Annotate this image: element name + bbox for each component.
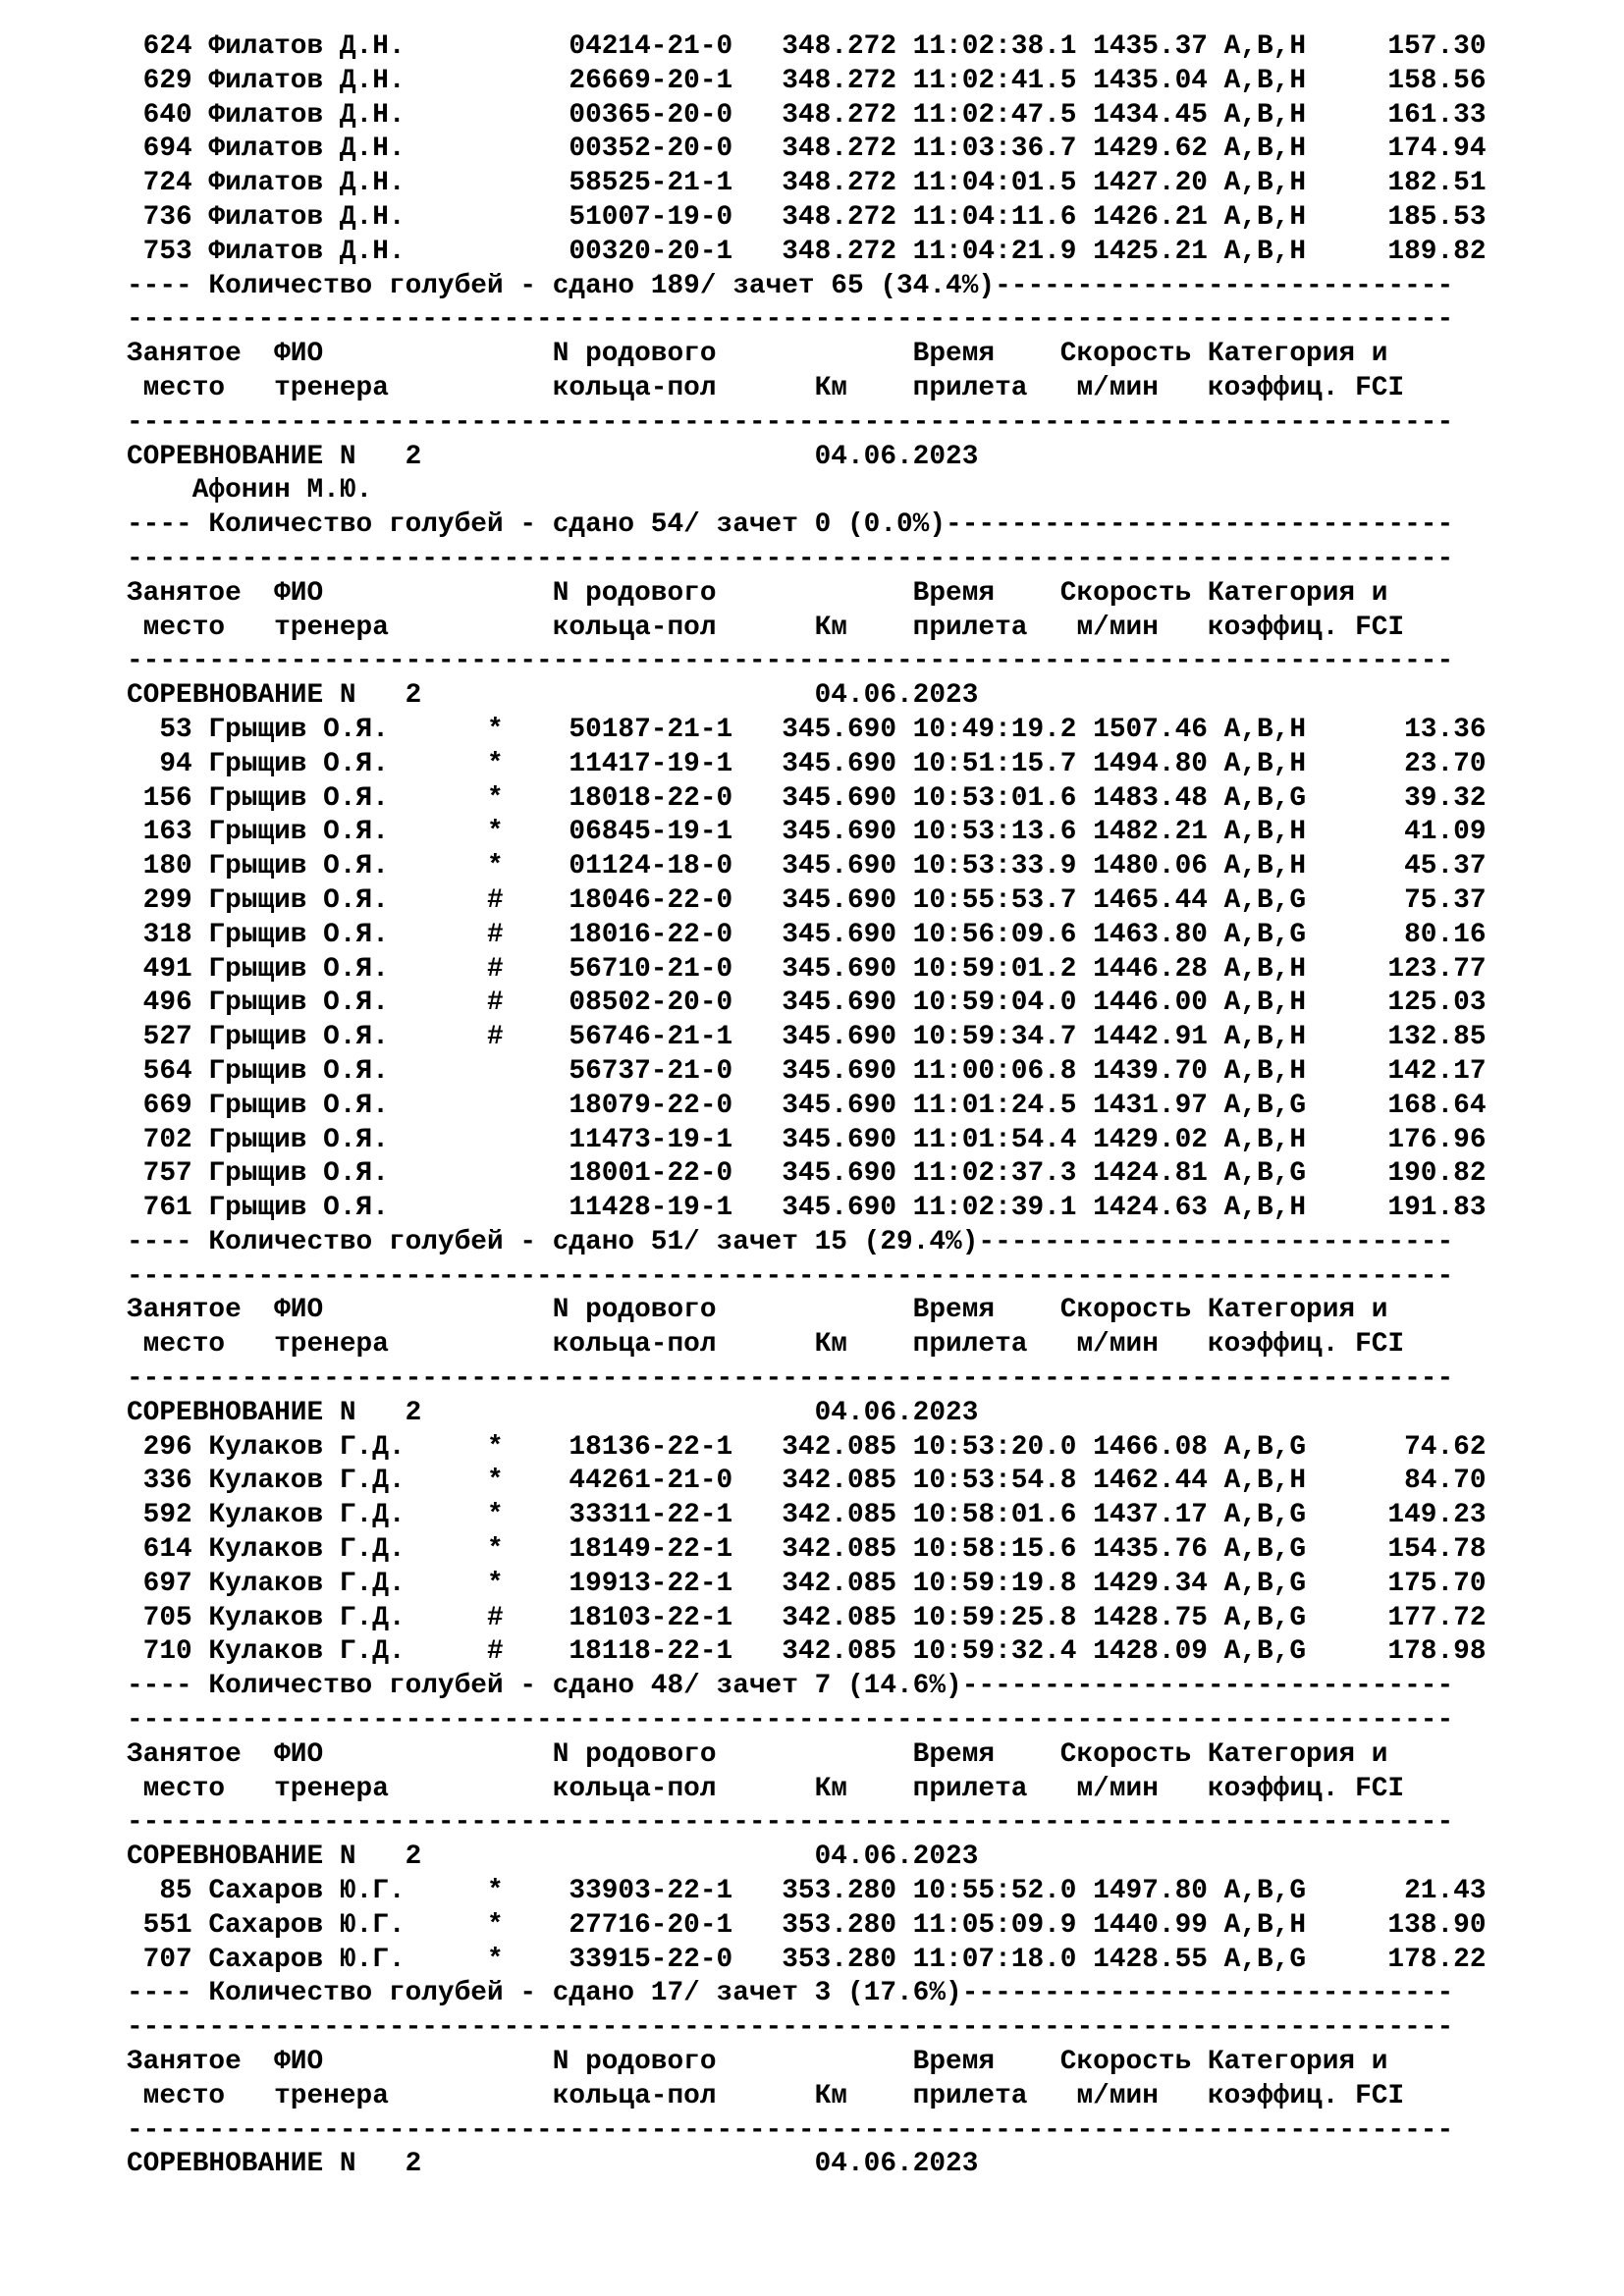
- result-row: 629 Филатов Д.Н. 26669-20-1 348.272 11:02:41.5 1435.04 A,B,H 158.56: [127, 65, 1487, 96]
- result-row: 592 Кулаков Г.Д. * 33311-22-1 342.085 10:58:01.6 1437.17 A,B,G 149.23: [127, 1500, 1487, 1531]
- column-header: Занятое ФИО N родового Время Скорость Категория и: [127, 1295, 1388, 1326]
- result-row: 551 Сахаров Ю.Г. * 27716-20-1 353.280 11:05:09.9 1440.99 A,B,H 138.90: [127, 1909, 1487, 1941]
- competition-header: СОРЕВНОВАНИЕ N 2 04.06.2023: [127, 1842, 979, 1873]
- separator-line: ---------------------------------------------------------------------------------: [127, 646, 1454, 677]
- result-row: 697 Кулаков Г.Д. * 19913-22-1 342.085 10:59:19.8 1429.34 A,B,G 175.70: [127, 1568, 1487, 1599]
- competition-header: СОРЕВНОВАНИЕ N 2 04.06.2023: [127, 2149, 979, 2180]
- column-header: Занятое ФИО N родового Время Скорость Категория и: [127, 2047, 1388, 2078]
- result-row: 496 Грыщив О.Я. # 08502-20-0 345.690 10:59:04.0 1446.00 A,B,H 125.03: [127, 988, 1487, 1019]
- result-row: 736 Филатов Д.Н. 51007-19-0 348.272 11:04:11.6 1426.21 A,B,H 185.53: [127, 201, 1487, 233]
- result-row: 180 Грыщив О.Я. * 01124-18-0 345.690 10:53:33.9 1480.06 A,B,H 45.37: [127, 851, 1487, 882]
- result-row: 85 Сахаров Ю.Г. * 33903-22-1 353.280 10:55:52.0 1497.80 A,B,G 21.43: [127, 1876, 1487, 1907]
- column-header: место тренера кольца-пол Км прилета м/мин коэффиц. FCI: [127, 1329, 1405, 1361]
- separator-line: ---------------------------------------------------------------------------------: [127, 1260, 1454, 1292]
- result-row: 156 Грыщив О.Я. * 18018-22-0 345.690 10:53:01.6 1483.48 A,B,G 39.32: [127, 782, 1487, 814]
- result-row: 94 Грыщив О.Я. * 11417-19-1 345.690 10:51:15.7 1494.80 A,B,H 23.70: [127, 748, 1487, 779]
- result-row: 564 Грыщив О.Я. 56737-21-0 345.690 11:00:06.8 1439.70 A,B,H 142.17: [127, 1055, 1487, 1087]
- result-row: 669 Грыщив О.Я. 18079-22-0 345.690 11:01:24.5 1431.97 A,B,G 168.64: [127, 1090, 1487, 1121]
- result-row: 707 Сахаров Ю.Г. * 33915-22-0 353.280 11:07:18.0 1428.55 A,B,G 178.22: [127, 1944, 1487, 1975]
- column-header: Занятое ФИО N родового Время Скорость Категория и: [127, 339, 1388, 370]
- separator-line: ---------------------------------------------------------------------------------: [127, 406, 1454, 438]
- result-row: 705 Кулаков Г.Д. # 18103-22-1 342.085 10:59:25.8 1428.75 A,B,G 177.72: [127, 1602, 1487, 1633]
- result-row: 163 Грыщив О.Я. * 06845-19-1 345.690 10:53:13.6 1482.21 A,B,H 41.09: [127, 817, 1487, 848]
- result-row: 318 Грыщив О.Я. # 18016-22-0 345.690 10:56:09.6 1463.80 A,B,G 80.16: [127, 919, 1487, 950]
- result-row: 53 Грыщив О.Я. * 50187-21-1 345.690 10:49:19.2 1507.46 A,B,H 13.36: [127, 714, 1487, 745]
- results-printout: [127, 30, 1487, 2182]
- separator-line: ---------------------------------------------------------------------------------: [127, 1705, 1454, 1736]
- result-row: 710 Кулаков Г.Д. # 18118-22-1 342.085 10:59:32.4 1428.09 A,B,G 178.98: [127, 1636, 1487, 1668]
- column-header: место тренера кольца-пол Км прилета м/мин коэффиц. FCI: [127, 1773, 1405, 1804]
- competition-header: СОРЕВНОВАНИЕ N 2 04.06.2023: [127, 1397, 979, 1428]
- separator-line: ---------------------------------------------------------------------------------: [127, 543, 1454, 574]
- result-row: 299 Грыщив О.Я. # 18046-22-0 345.690 10:55:53.7 1465.44 A,B,G 75.37: [127, 884, 1487, 916]
- column-header: место тренера кольца-пол Км прилета м/мин коэффиц. FCI: [127, 2080, 1405, 2111]
- separator-line: ---------------------------------------------------------------------------------: [127, 2012, 1454, 2044]
- column-header: место тренера кольца-пол Км прилета м/мин коэффиц. FCI: [127, 372, 1405, 403]
- result-row: 336 Кулаков Г.Д. * 44261-21-0 342.085 10:53:54.8 1462.44 A,B,H 84.70: [127, 1466, 1487, 1497]
- fancier-name: Афонин М.Ю.: [127, 475, 373, 507]
- summary-line: ---- Количество голубей - сдано 54/ зачет 0 (0.0%)-------------------------------: [127, 509, 1454, 541]
- column-header: Занятое ФИО N родового Время Скорость Категория и: [127, 1738, 1388, 1770]
- result-row: 491 Грыщив О.Я. # 56710-21-0 345.690 10:59:01.2 1446.28 A,B,H 123.77: [127, 953, 1487, 985]
- separator-line: ---------------------------------------------------------------------------------: [127, 1807, 1454, 1839]
- summary-line: ---- Количество голубей - сдано 48/ зачет 7 (14.6%)------------------------------: [127, 1671, 1454, 1702]
- competition-header: СОРЕВНОВАНИЕ N 2 04.06.2023: [127, 441, 979, 472]
- result-row: 296 Кулаков Г.Д. * 18136-22-1 342.085 10:53:20.0 1466.08 A,B,G 74.62: [127, 1431, 1487, 1463]
- result-row: 624 Филатов Д.Н. 04214-21-0 348.272 11:02:38.1 1435.37 A,B,H 157.30: [127, 31, 1487, 62]
- separator-line: ---------------------------------------------------------------------------------: [127, 304, 1454, 336]
- summary-line: ---- Количество голубей - сдано 51/ зачет 15 (29.4%)-----------------------------: [127, 1226, 1454, 1257]
- result-row: 527 Грыщив О.Я. # 56746-21-1 345.690 10:59:34.7 1442.91 A,B,H 132.85: [127, 1022, 1487, 1053]
- separator-line: ---------------------------------------------------------------------------------: [127, 1363, 1454, 1395]
- result-row: 614 Кулаков Г.Д. * 18149-22-1 342.085 10:58:15.6 1435.76 A,B,G 154.78: [127, 1534, 1487, 1566]
- competition-header: СОРЕВНОВАНИЕ N 2 04.06.2023: [127, 680, 979, 712]
- result-row: 702 Грыщив О.Я. 11473-19-1 345.690 11:01:54.4 1429.02 A,B,H 176.96: [127, 1124, 1487, 1155]
- column-header: Занятое ФИО N родового Время Скорость Категория и: [127, 577, 1388, 609]
- result-row: 757 Грыщив О.Я. 18001-22-0 345.690 11:02:37.3 1424.81 A,B,G 190.82: [127, 1158, 1487, 1190]
- summary-line: ---- Количество голубей - сдано 17/ зачет 3 (17.6%)------------------------------: [127, 1978, 1454, 2009]
- result-row: 640 Филатов Д.Н. 00365-20-0 348.272 11:02:47.5 1434.45 A,B,H 161.33: [127, 99, 1487, 131]
- result-row: 724 Филатов Д.Н. 58525-21-1 348.272 11:04:01.5 1427.20 A,B,H 182.51: [127, 168, 1487, 199]
- separator-line: ---------------------------------------------------------------------------------: [127, 2114, 1454, 2146]
- summary-line: ---- Количество голубей - сдано 189/ зачет 65 (34.4%)----------------------------: [127, 270, 1454, 301]
- result-row: 694 Филатов Д.Н. 00352-20-0 348.272 11:03:36.7 1429.62 A,B,H 174.94: [127, 133, 1487, 165]
- result-row: 761 Грыщив О.Я. 11428-19-1 345.690 11:02:39.1 1424.63 A,B,H 191.83: [127, 1193, 1487, 1224]
- result-row: 753 Филатов Д.Н. 00320-20-1 348.272 11:04:21.9 1425.21 A,B,H 189.82: [127, 236, 1487, 267]
- column-header: место тренера кольца-пол Км прилета м/мин коэффиц. FCI: [127, 612, 1405, 643]
